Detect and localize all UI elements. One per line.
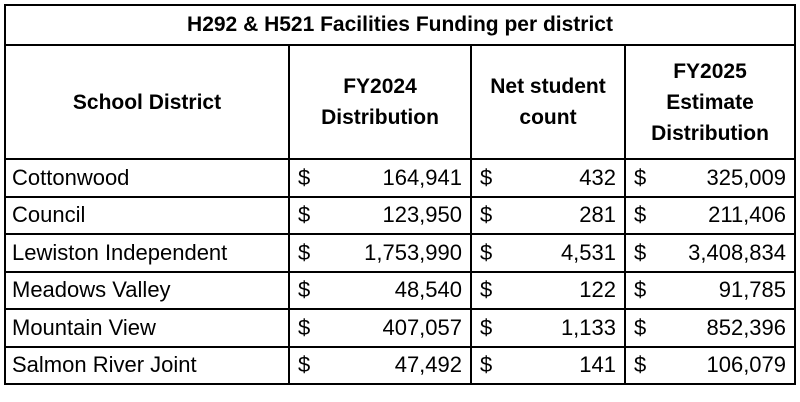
header-fy2024-line2: Distribution [321,106,439,129]
cell-fy2024 [289,159,471,197]
cell-district: Cottonwood [5,159,289,197]
currency-symbol: $ [298,314,311,340]
currency-symbol: $ [480,239,493,265]
currency-symbol: $ [634,314,647,340]
header-fy2025-line3: Distribution [651,121,769,145]
cell-fy2024-value: 48,540 [394,277,462,303]
cell-fy2025-value: 211,406 [708,202,787,228]
header-fy2024 [289,45,471,159]
currency-symbol: $ [634,352,647,378]
currency-symbol: $ [298,352,311,378]
cell-net-students-value: 281 [579,202,616,228]
cell-fy2024-value: 47,492 [394,352,462,378]
cell-fy2025-value: 3,408,834 [688,239,787,265]
currency-symbol: $ [298,164,311,190]
cell-fy2024-value: 1,753,990 [364,239,462,265]
currency-symbol: $ [298,202,311,228]
currency-symbol: $ [634,239,647,265]
currency-symbol: $ [298,277,311,303]
cell-net-students-value: 432 [579,164,616,190]
cell-net-students [471,309,625,347]
cell-fy2025-value: 106,079 [706,352,787,378]
cell-net-students [471,197,625,235]
cell-net-students [471,272,625,310]
header-net-line1: Net student [490,75,606,98]
table-row [5,309,795,347]
currency-symbol: $ [298,239,311,265]
cell-fy2024 [289,272,471,310]
cell-district: Salmon River Joint [5,347,289,385]
cell-net-students-value: 141 [579,352,616,378]
cell-fy2025 [625,159,795,197]
table-row [5,159,795,197]
cell-fy2025 [625,309,795,347]
currency-symbol: $ [634,277,647,303]
title-row [5,5,795,45]
cell-district: Lewiston Independent [5,234,289,272]
table-row [5,347,795,385]
header-net-student-count [471,45,625,159]
currency-symbol: $ [480,314,493,340]
cell-fy2025 [625,234,795,272]
cell-fy2025-value: 91,785 [718,277,787,303]
header-fy2024-line1: FY2024 [343,75,417,98]
cell-district: Council [5,197,289,235]
header-fy2025 [625,45,795,159]
cell-fy2025 [625,272,795,310]
cell-fy2025 [625,197,795,235]
cell-district: Meadows Valley [5,272,289,310]
cell-fy2024-value: 164,941 [382,164,462,190]
table-row [5,272,795,310]
table-row [5,197,795,235]
header-fy2025-line1: FY2025 [673,59,747,83]
cell-net-students-value: 122 [579,277,616,303]
cell-fy2024 [289,347,471,385]
cell-fy2024 [289,234,471,272]
cell-net-students [471,159,625,197]
cell-fy2024 [289,197,471,235]
cell-fy2025-value: 325,009 [706,164,787,190]
table-title: H292 & H521 Facilities Funding per district [5,5,795,45]
currency-symbol: $ [480,277,493,303]
cell-fy2024 [289,309,471,347]
cell-fy2025 [625,347,795,385]
funding-table-container [4,4,794,385]
currency-symbol: $ [480,352,493,378]
cell-district: Mountain View [5,309,289,347]
currency-symbol: $ [634,202,647,228]
cell-fy2025-value: 852,396 [706,314,787,340]
table-body [5,159,795,384]
cell-fy2024-value: 407,057 [382,314,462,340]
header-school-district-label: School District [72,90,222,114]
currency-symbol: $ [634,164,647,190]
cell-net-students [471,347,625,385]
currency-symbol: $ [480,202,493,228]
cell-fy2024-value: 123,950 [382,202,462,228]
cell-net-students-value: 4,531 [560,239,616,265]
table-row [5,234,795,272]
cell-net-students-value: 1,133 [560,314,616,340]
funding-table [4,4,796,385]
header-net-line2: count [519,106,577,129]
header-fy2025-line2: Estimate [666,90,754,114]
cell-net-students [471,234,625,272]
header-row [5,45,795,159]
currency-symbol: $ [480,164,493,190]
header-school-district [5,45,289,159]
